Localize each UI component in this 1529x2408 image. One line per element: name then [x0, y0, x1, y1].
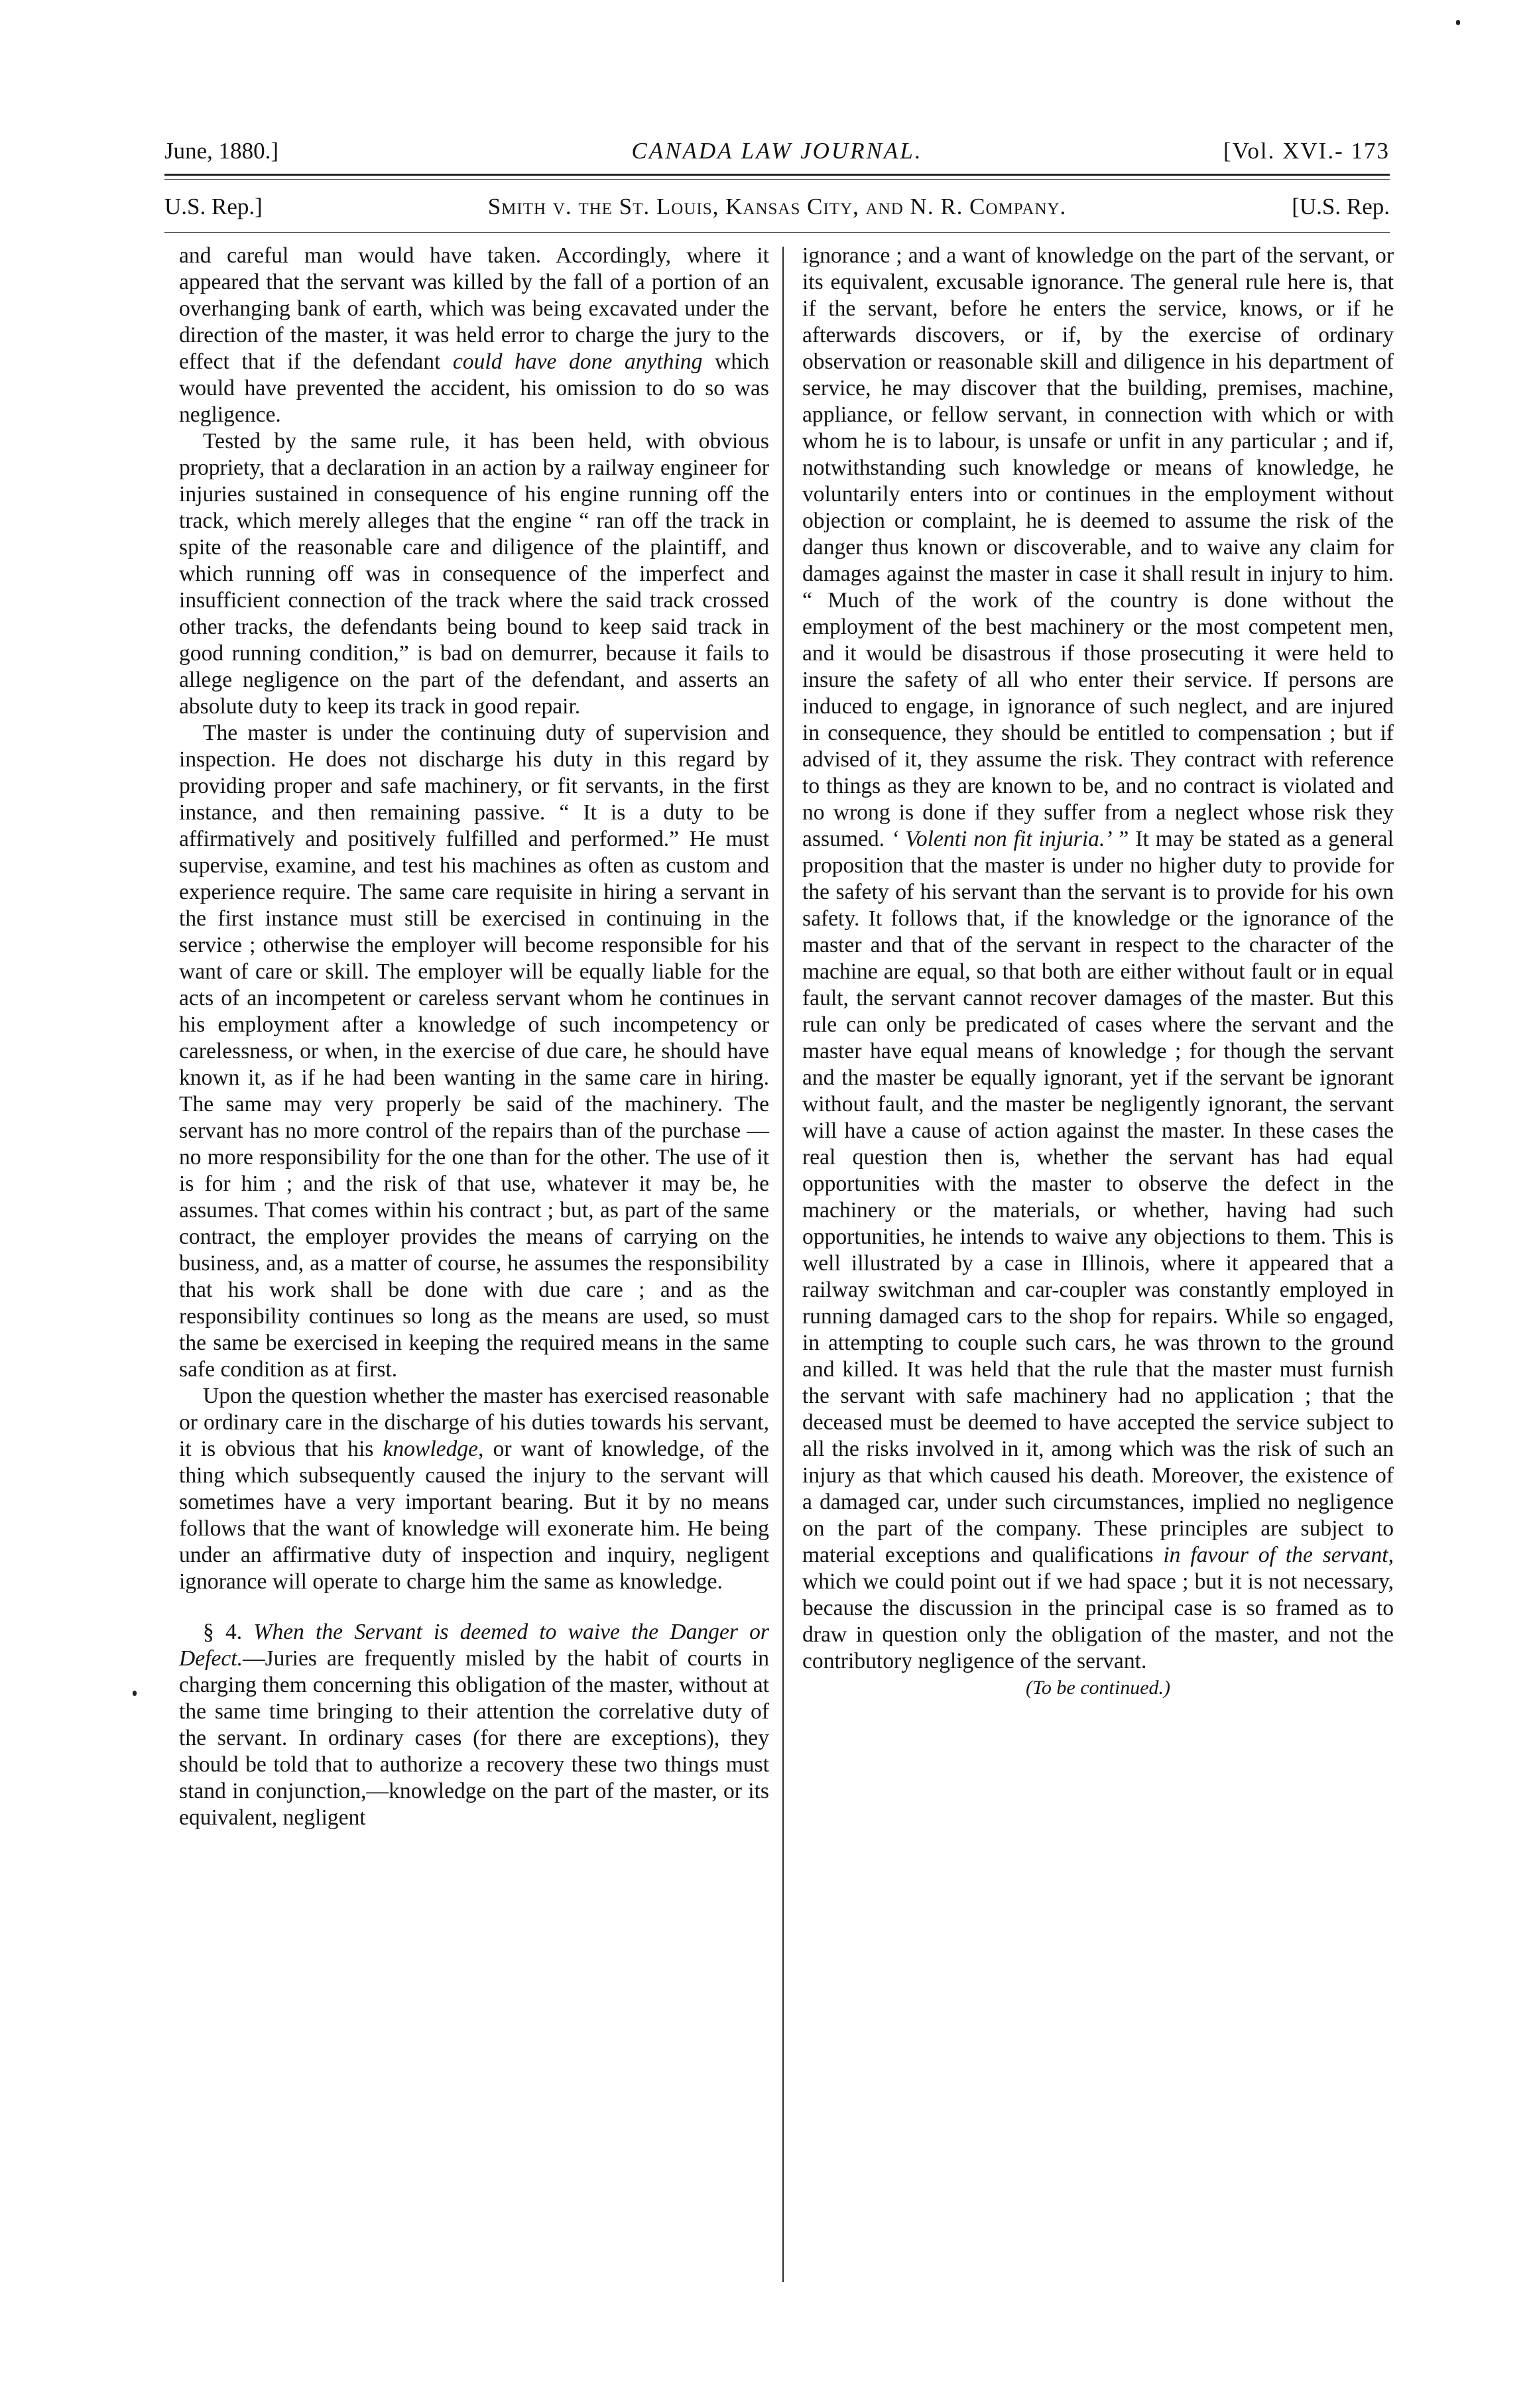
margin-speck: [133, 1691, 137, 1696]
case-head-rule: [164, 232, 1390, 233]
case-head: [164, 190, 1390, 224]
left-p1-italic: could have done anything: [452, 349, 703, 374]
column-divider: [782, 247, 784, 2282]
left-paragraph-4: [179, 1383, 769, 1595]
right-p1-end: which we could point out if we had space ; but it is not necessary, because the discussion in the principal case is so framed as to draw in question only the obligation of the master, and not the contributory negligence of the servant.: [802, 1569, 1394, 1673]
case-head-right-reporter: [U.S. Rep.: [1292, 194, 1390, 219]
section-title: When the Servant is deemed to waive the Danger or Defect.: [179, 1620, 769, 1671]
section-number: § 4.: [203, 1620, 243, 1644]
right-p1-italic: ‘ Volenti non fit injuria.’ ”: [890, 827, 1129, 851]
section-text: —Juries are frequently misled by the habit of courts in charging them concerning this obligation of the master, without at the same time bringing to their attention the correlative duty of the servant. In ordinary cases (for there are exceptions), they should be told that to authorize a recovery these two things must stand in conjunction,—knowledge on the part of the master, or its equivalent, negligent: [179, 1646, 769, 1830]
running-head: [164, 133, 1390, 170]
left-column: [179, 243, 769, 1831]
right-p1-mid: It may be stated as a general proposition that the master is under no higher duty to provide for the safety of his servant than the servant is to provide for his own safety. It follows that, if the knowledge or the ignorance of the master and that of the servant in respect to the character of the machine are equal, so that both are either without fault or in equal fault, the servant cannot recover damages of the master. But this rule can only be predicated of cases where the servant and the master have equal means of knowledge ; for though the servant and the master be equally ignorant, yet if the servant be ignorant without fault, and the master be negligently ignorant, the servant will have a cause of action against the master. In these cases the real question then is, whether the servant has had equal opportunities with the master to observe the defect in the machinery or the materials, or whether, having had such opportunities, he intends to waive any objections to them. This is well illustrated by a case in Illinois, where it appeared that a railway switchman and car-coupler was constantly employed in running damaged cars to the shop for repairs. While so engaged, in attempting to couple such cars, he was thrown to the ground and killed. It was held that the rule that the master must furnish the servant with safe machinery had no application ; that the deceased must be deemed to have accepted the service subject to all the risks involved in it, among which was the risk of such an injury as that which caused his death. Moreover, the existence of a damaged car, under such circumstances, implied no negligence on the part of the company. These principles are subject to material exceptions and qualifications: [802, 827, 1394, 1567]
left-p1-end: which would have prevented the accident, his omission to do so was negligence.: [179, 349, 770, 427]
left-p1-text: and careful man would have taken. Accordingly, where it appeared that the servant was killed by the fall of a portion of an overhanging bank of earth, which was being excavated under the direction of the master, it was held error to charge the jury to the effect that if the defendant: [179, 243, 769, 374]
left-paragraph-3: The master is under the continuing duty of supervision and inspection. He does not discharge his duty in this regard by providing proper and safe machinery, or fit servants, in the first instance, and then remaining passive. “ It is a duty to be affirmatively and positively fulfilled and performed.” He must supervise, examine, and test his machines as often as custom and experience require. The same care requisite in hiring a servant in the first instance must still be exercised in continuing in the service ; otherwise the employer will become responsible for his want of care or skill. The employer will be equally liable for the acts of an incompetent or careless servant whom he continues in his employment after a knowledge of such incompetency or carelessness, or when, in the exercise of due care, he should have known it, as if he had been wanting in the same care in hiring. The same may very properly be said of the machinery. The servant has no more control of the repairs than of the purchase —no more responsibility for the one than for the other. The use of it is for him ; and the risk of that use, whatever it may be, he assumes. That comes within his contract ; but, as part of the same contract, the employer provides the means of carrying on the business, and, as a matter of course, he assumes the responsibility that his work shall be done with due care ; and as the responsibility continues so long as the means are used, so must the same be exercised in keeping the required means in the same safe condition as at first.: [179, 721, 769, 1382]
right-column: [802, 243, 1394, 1701]
left-paragraph-1: [179, 243, 769, 428]
header-rule-thick: [164, 174, 1390, 176]
corner-speck: [1456, 20, 1460, 25]
left-p4-italic: knowledge,: [383, 1437, 484, 1461]
case-head-title: Smith v. the St. Louis, Kansas City, and N. R. Company.: [487, 194, 1067, 219]
right-p1-text: ignorance ; and a want of knowledge on the part of the servant, or its equivalent, excusable ignorance. The general rule here is, that if the servant, before he enters the service, knows, or if he afterwards discovers, or if, by the exercise of ordinary observation or reasonable skill and diligence in his department of service, he may discover that the building, premises, machine, appliance, or fellow servant, in connection with which or with whom he is to labour, is unsafe or unfit in any particular ; and if, notwithstanding such knowledge or means of knowledge, he voluntarily enters into or continues in the employment without objection or complaint, he is deemed to assume the risk of the danger thus known or discoverable, and to waive any claim for damages against the master in case it shall result in injury to him. “ Much of the work of the country is done without the employment of the best machinery or the most competent men, and it would be disastrous if those prosecuting it were held to insure the safety of all who enter their service. If persons are induced to engage, in ignorance of such neglect, and are injured in consequence, they should be entitled to compensation ; but if advised of it, they assume the risk. They contract with reference to things as they are known to be, and no contract is violated and no wrong is done if they suffer from a neglect whose risk they assumed.: [802, 243, 1394, 851]
to-be-continued: (To be continued.): [1025, 1677, 1171, 1699]
running-head-date: June, 1880.]: [164, 138, 279, 164]
section-4-paragraph: [179, 1619, 769, 1831]
left-paragraph-2: Tested by the same rule, it has been held, with obvious propriety, that a declaration in an action by a railway engineer for injuries sustained in consequence of his engine running off the track, which merely alleges that the engine “ ran off the track in spite of the reasonable care and diligence of the plaintiff, and which running off was in consequence of the imperfect and insufficient connection of the track where the said track crossed other tracks, the defendants being bound to keep said track in good running condition,” is bad on demurrer, because it fails to allege negligence on the part of the defendant, and asserts an absolute duty to keep its track in good repair.: [179, 429, 769, 719]
running-head-journal-title: CANADA LAW JOURNAL.: [631, 138, 923, 164]
right-p1-italic-2: in favour of the servant,: [1163, 1543, 1394, 1567]
case-head-left-reporter: U.S. Rep.]: [164, 194, 263, 219]
left-p4-end: or want of knowledge, of the thing which subsequently caused the injury to the servant will sometimes have a very important bearing. But it by no means follows that the want of knowledge will exonerate him. He being under an affirmative duty of inspection and inquiry, negligent ignorance will operate to charge him the same as knowledge.: [179, 1437, 769, 1594]
left-p4-text: Upon the question whether the master has exercised reasonable or ordinary care in the discharge of his duties towards his servant, it is obvious that his: [179, 1384, 769, 1461]
running-head-volume-page: [Vol. XVI.- 173: [1223, 138, 1390, 164]
right-paragraph-1: [802, 243, 1394, 1675]
header-rule-thin: [164, 179, 1390, 180]
